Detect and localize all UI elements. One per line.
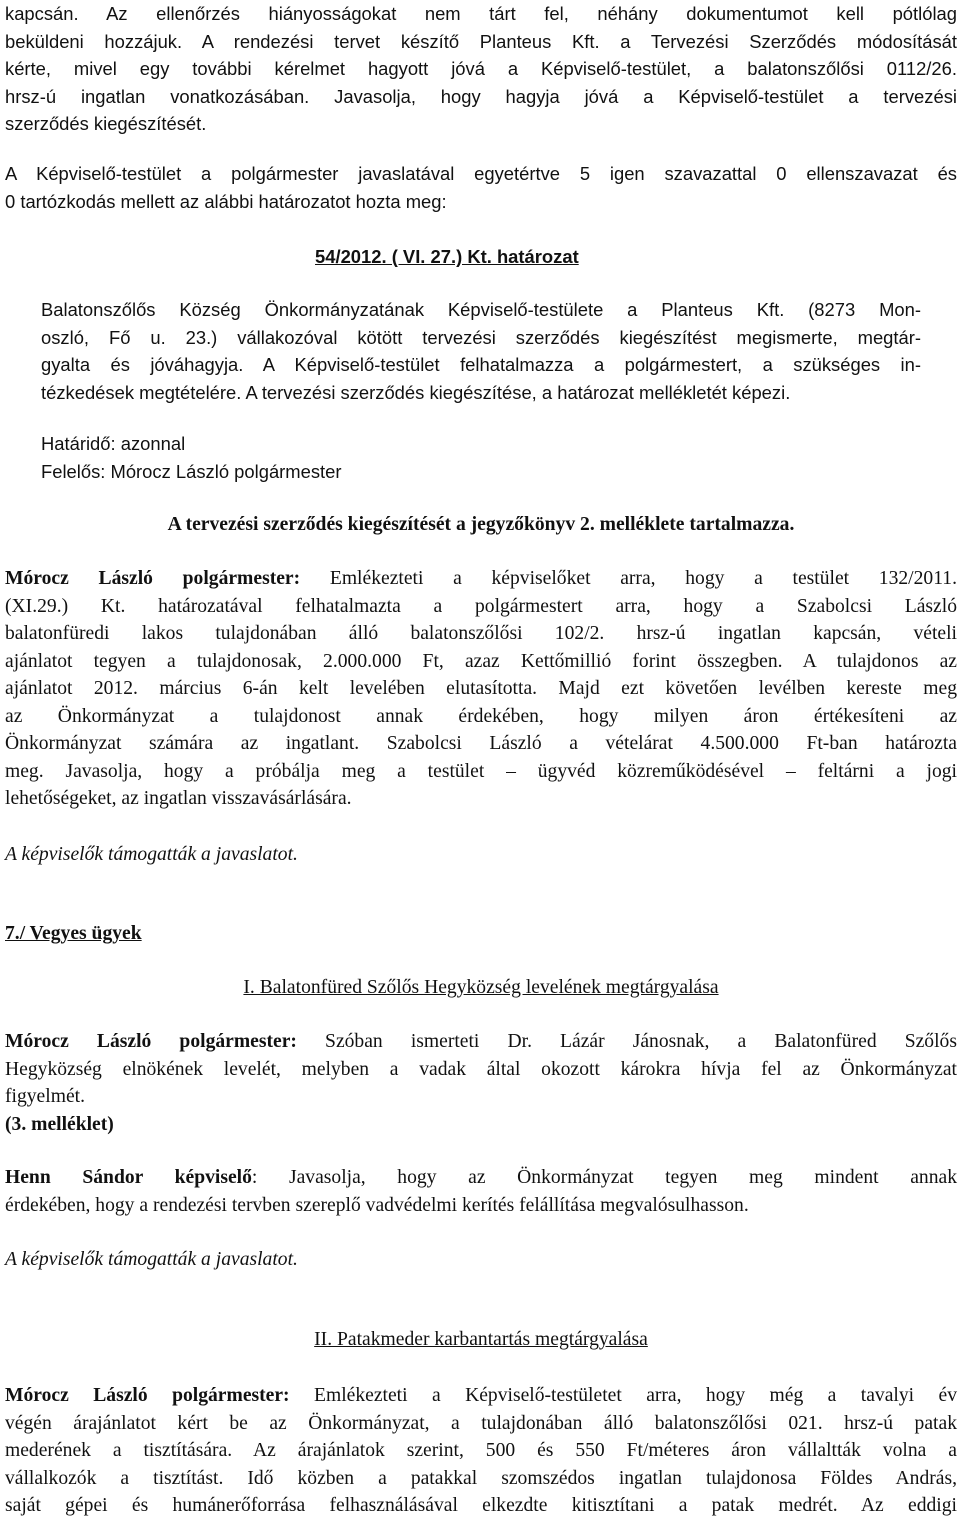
vote-line: A Képviselő-testület a polgármester javaslatával egyetértve 5 igen szavazattal 0 ellenszavazat és bbox=[5, 163, 957, 184]
attachment-ref: (3. melléklet) bbox=[5, 1113, 114, 1135]
intro-line: kapcsán. Az ellenőrzés hiányosságokat nem tárt fel, néhány dokumentumot kell pótlólag bbox=[5, 3, 957, 24]
mayor-line: Önkormányzat számára az ingatlant. Szabolcsi László a vételárat 4.500.000 Ft-ban határozta bbox=[5, 733, 957, 754]
mayor-paragraph-1 bbox=[5, 565, 957, 813]
sub2-line bbox=[5, 1382, 957, 1410]
mayor-line: ajánlatot tegyen a tulajdonosak, 2.000.000 Ft, azaz Kettőmillió forint összegben. A tulajdonos az bbox=[5, 650, 957, 672]
intro-line: kérte, mivel egy további kérelmet hagyott jóvá a Képviselő-testület, a balatonszőlősi 0112/26. bbox=[5, 58, 957, 79]
mayor-line: lehetőségeket, az ingatlan visszavásárlására. bbox=[5, 788, 352, 809]
resolution-number bbox=[315, 243, 955, 271]
sub2-line: végén árajánlatot kért be az Önkormányzat, a tulajdonában álló balatonszőlősi 021. hrsz-ú patak bbox=[5, 1412, 957, 1434]
vote-line: 0 tartózkodás mellett az alábbi határozatot hozta meg: bbox=[5, 190, 447, 212]
resolution-footer bbox=[41, 430, 921, 485]
subsection-title-2: II. Patakmeder karbantartás megtárgyalása bbox=[314, 1329, 648, 1350]
attachment-note: A tervezési szerződés kiegészítését a jegyzőkönyv 2. melléklete tartalmazza. bbox=[167, 514, 795, 535]
sub2-line: mederének a tisztítására. Az árajánlatok szerint, 500 és 550 Ft/méteres áron vállaltták volna a bbox=[5, 1440, 957, 1461]
support-note-2: A képviselők támogatták a javaslatot. bbox=[5, 1249, 298, 1270]
subsection-1-paragraph bbox=[5, 1028, 957, 1138]
vote-paragraph bbox=[5, 160, 957, 215]
sub1-text: Szóban ismerteti Dr. Lázár Jánosnak, a Balatonfüred Szőlős bbox=[296, 1031, 957, 1052]
henn-paragraph bbox=[5, 1164, 957, 1219]
intro-line: hrsz-ú ingatlan vonatkozásában. Javasolja, hogy hagyja jóvá a Képviselő-testület a tervezési bbox=[5, 85, 957, 107]
sub2-text: Emlékezteti a Képviselő-testületet arra, hogy még a tavalyi év bbox=[289, 1385, 957, 1406]
resolution-body bbox=[41, 296, 921, 406]
support-note-1: A képviselők támogatták a javaslatot. bbox=[5, 844, 298, 865]
henn-line bbox=[5, 1164, 957, 1192]
sub1-line: Hegyközség elnökének levelét, melyben a vadak által okozott károkra hívja fel az Önkormányzat bbox=[5, 1058, 957, 1080]
speaker-name: Mórocz László polgármester: bbox=[5, 1385, 290, 1406]
deadline: Határidő: azonnal bbox=[41, 433, 186, 454]
sub2-line: saját gépei és humánerőforrása felhasználásával elkezdte kitisztítani a patak medrét. Az eddigi bbox=[5, 1495, 957, 1516]
section-heading-7: 7./ Vegyes ügyek bbox=[5, 923, 142, 944]
resolution-line: gyalta és jóváhagyja. A Képviselő-testület felhatalmazza a polgármestert, a szükséges in- bbox=[41, 354, 921, 375]
sub1-line bbox=[5, 1028, 957, 1056]
subsection-2-paragraph bbox=[5, 1382, 957, 1520]
resolution-line: Balatonszőlős Község Önkormányzatának Képviselő-testülete a Planteus Kft. (8273 Mon- bbox=[41, 299, 921, 320]
resolution-line: oszló, Fő u. 23.) vállakozóval kötött tervezési szerződés kiegészítést megismerte, megtár- bbox=[41, 326, 921, 348]
mayor-line bbox=[5, 565, 957, 593]
mayor-line: balatonfüredi lakos tulajdonában álló balatonszőlősi 102/2. hrsz-ú ingatlan kapcsán, vételi bbox=[5, 623, 957, 644]
speaker-name: Mórocz László polgármester: bbox=[5, 1031, 297, 1052]
mayor-line: ajánlatot 2012. március 6-án kelt levelében elutasította. Majd ezt követően levélben kereste meg bbox=[5, 678, 957, 699]
resolution-number-text: 54/2012. ( VI. 27.) Kt. határozat bbox=[315, 246, 579, 267]
intro-paragraph bbox=[5, 0, 957, 138]
mayor-line: (XI.29.) Kt. határozatával felhatalmazta a polgármestert arra, hogy a Szabolcsi László bbox=[5, 595, 957, 617]
mayor-line: az Önkormányzat a tulajdonost annak érdekében, hogy milyen áron értékesíteni az bbox=[5, 705, 957, 727]
mayor-line: meg. Javasolja, hogy a próbálja meg a testület – ügyvéd közreműködésével – feltárni a jogi bbox=[5, 760, 957, 782]
responsible: Felelős: Mórocz László polgármester bbox=[41, 460, 342, 482]
speaker-name: Henn Sándor képviselő bbox=[5, 1167, 252, 1188]
subsection-title-1: I. Balatonfüred Szőlős Hegyközség levelének megtárgyalása bbox=[243, 977, 719, 998]
sub2-line: vállalkozók a tisztítást. Idő közben a patakkal szomszédos ingatlan tulajdonosa Földes András, bbox=[5, 1467, 957, 1489]
sub1-line: figyelmét. bbox=[5, 1086, 85, 1107]
mayor-text: Emlékezteti a képviselőket arra, hogy a testület 132/2011. bbox=[300, 568, 957, 589]
speaker-name: Mórocz László polgármester: bbox=[5, 568, 301, 589]
intro-line: szerződés kiegészítését. bbox=[5, 113, 207, 134]
intro-line: beküldeni hozzájuk. A rendezési tervet készítő Planteus Kft. a Tervezési Szerződés módosítását bbox=[5, 30, 957, 52]
henn-line: érdekében, hogy a rendezési tervben szereplő vadvédelmi kerítés felállítása megvalósulhasson. bbox=[5, 1194, 749, 1216]
resolution-line: tézkedések megtételére. A tervezési szerződés kiegészítése, a határozat mellékletét képezi. bbox=[41, 381, 791, 403]
henn-text: : Javasolja, hogy az Önkormányzat tegyen meg mindent annak bbox=[251, 1167, 958, 1188]
